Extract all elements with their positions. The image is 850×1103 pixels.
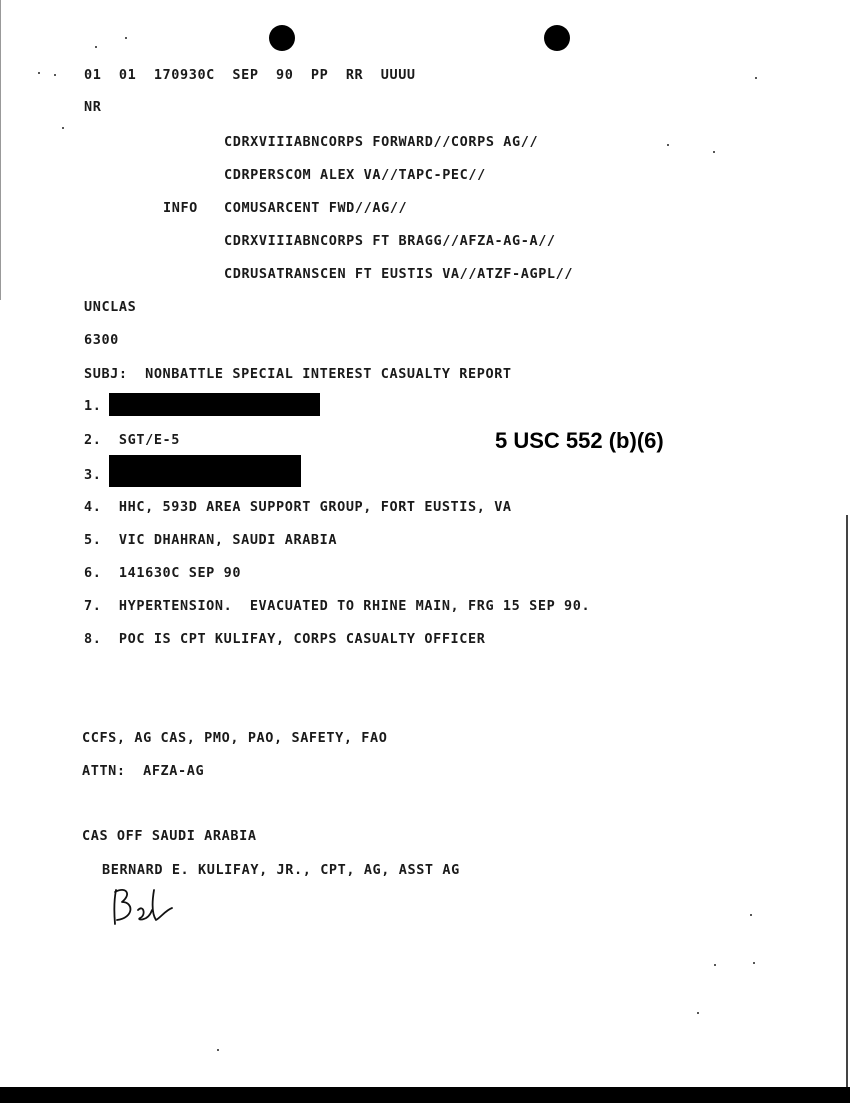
scan-speck (714, 964, 716, 966)
scan-speck (697, 1012, 699, 1014)
file-code: 6300 (84, 332, 119, 348)
addressee-info-2: CDRXVIIIABNCORPS FT BRAGG//AFZA-AG-A// (224, 233, 556, 249)
handwritten-initials (108, 886, 178, 931)
item-4: 4. HHC, 593D AREA SUPPORT GROUP, FORT EUSTIS, VA (84, 499, 512, 515)
item-2: 2. SGT/E-5 (84, 432, 181, 448)
scan-speck (755, 77, 757, 79)
scan-speck (62, 127, 64, 129)
scan-speck (713, 151, 715, 153)
item-8: 8. POC IS CPT KULIFAY, CORPS CASUALTY OFFICER (84, 631, 486, 647)
exemption-stamp: 5 USC 552 (b)(6) (495, 428, 664, 453)
nr-line: NR (84, 99, 102, 115)
scan-speck (38, 72, 40, 74)
addressee-to-1: CDRXVIIIABNCORPS FORWARD//CORPS AG// (224, 134, 539, 150)
subject-line: SUBJ: NONBATTLE SPECIAL INTEREST CASUALTY REPORT (84, 366, 512, 382)
scan-speck (753, 962, 755, 964)
item-3-number: 3. (84, 467, 102, 483)
item-5: 5. VIC DHAHRAN, SAUDI ARABIA (84, 532, 338, 548)
scan-edge-right (846, 515, 848, 1090)
attention-line: ATTN: AFZA-AG (82, 763, 205, 779)
info-label: INFO (163, 200, 198, 216)
scan-speck (95, 46, 97, 48)
originator-office: CAS OFF SAUDI ARABIA (82, 828, 257, 844)
redaction-item-1 (109, 393, 320, 416)
scan-speck (54, 74, 56, 76)
scan-edge-left (0, 0, 1, 300)
addressee-info-3: CDRUSATRANSCEN FT EUSTIS VA//ATZF-AGPL// (224, 266, 574, 282)
distribution-line: CCFS, AG CAS, PMO, PAO, SAFETY, FAO (82, 730, 388, 746)
item-7: 7. HYPERTENSION. EVACUATED TO RHINE MAIN, FRG 15 SEP 90. (84, 598, 591, 614)
routing-line: 01 01 170930C SEP 90 PP RR UUUU (84, 67, 416, 83)
item-1-number: 1. (84, 398, 102, 414)
punch-hole-right (544, 25, 570, 51)
scan-speck (667, 144, 669, 146)
scan-bottom-border (0, 1087, 850, 1103)
addressee-info-1: COMUSARCENT FWD//AG// (224, 200, 408, 216)
scan-speck (750, 914, 752, 916)
classification: UNCLAS (84, 299, 137, 315)
originator-name: BERNARD E. KULIFAY, JR., CPT, AG, ASST AG (102, 862, 460, 878)
scan-speck (217, 1049, 219, 1051)
punch-hole-left (269, 25, 295, 51)
scan-speck (125, 37, 127, 39)
redaction-item-3 (109, 455, 301, 487)
item-6: 6. 141630C SEP 90 (84, 565, 242, 581)
addressee-to-2: CDRPERSCOM ALEX VA//TAPC-PEC// (224, 167, 486, 183)
